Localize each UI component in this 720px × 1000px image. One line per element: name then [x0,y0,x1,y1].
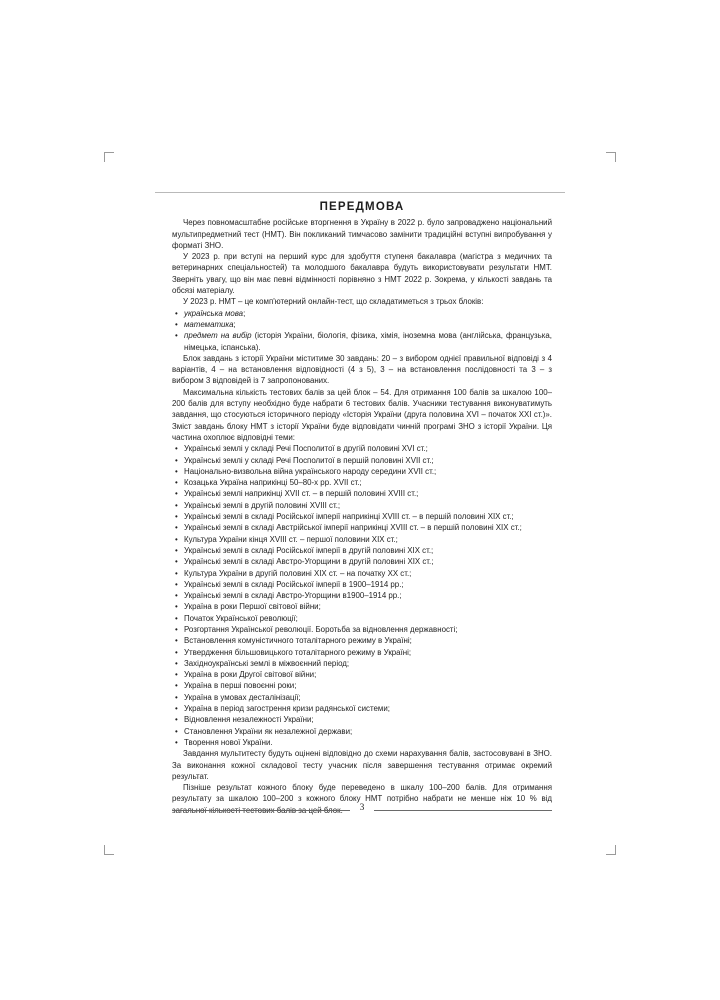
list-item: • Становлення України як незалежної держави; [172,726,552,737]
list-item: • Культура України в другій половині XIX ст. – на початку XX ст.; [172,568,552,579]
page-number: 3 [359,803,365,813]
crop-mark-top-right-v [615,152,616,162]
page-content [172,193,552,816]
list-item [172,330,552,353]
subject-rest: (історія України, біологія, фізика, хімія, іноземна мова (англійська, французька, німецька, іспанська). [184,331,552,352]
list-item: • Українські землі у складі Речі Посполитої в другій половині XVI ст.; [172,443,552,454]
list-item: • Творення нової України. [172,737,552,748]
intro-paragraph: У 2023 р. при вступі на перший курс для здобуття ступеня бакалавра (магістра з медичних та ветеринарних спеціальностей) та молодшого бакалавра будуть використовувати результати НМТ. Зверніть увагу, що він має певні відмінності порівняно з НМТ 2022 р. Зокрема, у кількості завдань та обсязі матеріалу. [172,252,552,296]
list-item: • Українські землі в складі Австрійської імперії наприкінці XVIII ст. – в першій половині XIX ст.; [172,522,552,533]
subject-name: українська мова [184,308,244,318]
footer-rule-right [374,810,552,811]
crop-mark-top-left-v [104,152,105,162]
subject-name: математика [184,319,234,329]
list-item: • Українські землі в другій половині XVIII ст.; [172,500,552,511]
crop-mark-top-left-h [104,152,114,153]
list-item: • Україна в умовах десталінізації; [172,692,552,703]
list-item: • Утвердження більшовицького тоталітарного режиму в Україні; [172,647,552,658]
list-item [172,319,552,330]
list-item: • Встановлення комуністичного тоталітарного режиму в Україні; [172,635,552,646]
topics-list [172,443,552,748]
subject-rest: ; [243,308,246,318]
closing-paragraph: Пізніше результат кожного блоку буде переведено в шкалу 100–200 балів. Для отримання результату за шкалою 100–200 з кожного блоку НМТ потрібно набрати не менше ніж 10 % від [172,783,552,804]
list-item: • Україна в роки Другої світової війни; [172,669,552,680]
closing-paragraph: Завдання мультитесту будуть оцінені відповідно до схеми нарахування балів, застосовувані в ЗНО. За виконання кожної складової тесту учасник після завершення тестування отримає окремий результат. [172,749,552,781]
crop-mark-bottom-left-v [104,845,105,855]
subject-name: предмет на вибір [184,331,252,341]
list-item: • Українські землі в складі Австро-Угорщини в1900–1914 рр.; [172,590,552,601]
list-item: • Українські землі у складі Речі Посполитої в першій половині XVII ст.; [172,455,552,466]
list-item: • Україна в перші повоєнні роки; [172,680,552,691]
list-item: • Україна в період загострення кризи радянської системи; [172,703,552,714]
list-item: • Початок Української революції; [172,613,552,624]
list-item: • Українські землі в складі Російської імперії наприкінці XVIII ст. – в першій половині XIX ст.; [172,511,552,522]
body-paragraph: Максимальна кількість тестових балів за цей блок – 54. Для отримання 100 балів за шкалою 100–200 балів для вступу необхідно буде набрати 6 тестових балів. Учасники тестування виконуватимуть завдання, що стосуються історичного періоду «Історія України (друга половина XVI – початок XXI ст.)». Зміст завдань блоку НМТ з історії України буде відповідати чинній програмі ЗНО з історії України. Ця частина охоплює відповідні теми: [172,387,552,442]
list-item: • Козацька Україна наприкінці 50–80-х рр. XVII ст.; [172,477,552,488]
intro-paragraph: Через повномасштабне російське вторгнення в Україну в 2022 р. було запроваджено національний мультипредметний тест (НМТ). Він покликаний тимчасово замінити традиційні вступні випробування у форматі ЗНО. [172,218,552,250]
list-item: • Українські землі в складі Російської імперії в другій половині XIX ст.; [172,545,552,556]
list-item [172,308,552,319]
list-item: • Західноукраїнські землі в міжвоєнний період; [172,658,552,669]
blocks-list [172,308,552,353]
list-item: • Національно-визвольна війна українського народу середини XVII ст.; [172,466,552,477]
intro-paragraph: У 2023 р. НМТ – це комп'ютерний онлайн-тест, що складатиметься з трьох блоків: [183,297,484,307]
list-item: • Україна в роки Першої світової війни; [172,601,552,612]
list-item: • Розгортання Української революції. Боротьба за відновлення державності; [172,624,552,635]
list-item: • Українські землі в складі Російської імперії в 1900–1914 рр.; [172,579,552,590]
list-item: • Культура України кінця XVIII ст. – першої половини XIX ст.; [172,534,552,545]
body-paragraph: Блок завдань з історії України міститиме 30 завдань: 20 – з вибором однієї правильної відповіді з 4 варіантів, 4 – на встановлення відповідності (4 з 5), 3 – на встановлення послідовності та 3 – з вибором 3 відповідей із 7 запропонованих. [172,353,552,386]
page-title: ПЕРЕДМОВА [319,201,405,213]
list-item: • Відновлення незалежності України; [172,714,552,725]
crop-mark-bottom-left-h [104,854,114,855]
subject-rest: ; [233,319,236,329]
page-footer [172,803,552,817]
list-item: • Українські землі наприкінці XVII ст. – в першій половині XVIII ст.; [172,488,552,499]
crop-mark-bottom-right-v [615,845,616,855]
list-item: • Українські землі в складі Австро-Угорщини в другій половині XIX ст.; [172,556,552,567]
